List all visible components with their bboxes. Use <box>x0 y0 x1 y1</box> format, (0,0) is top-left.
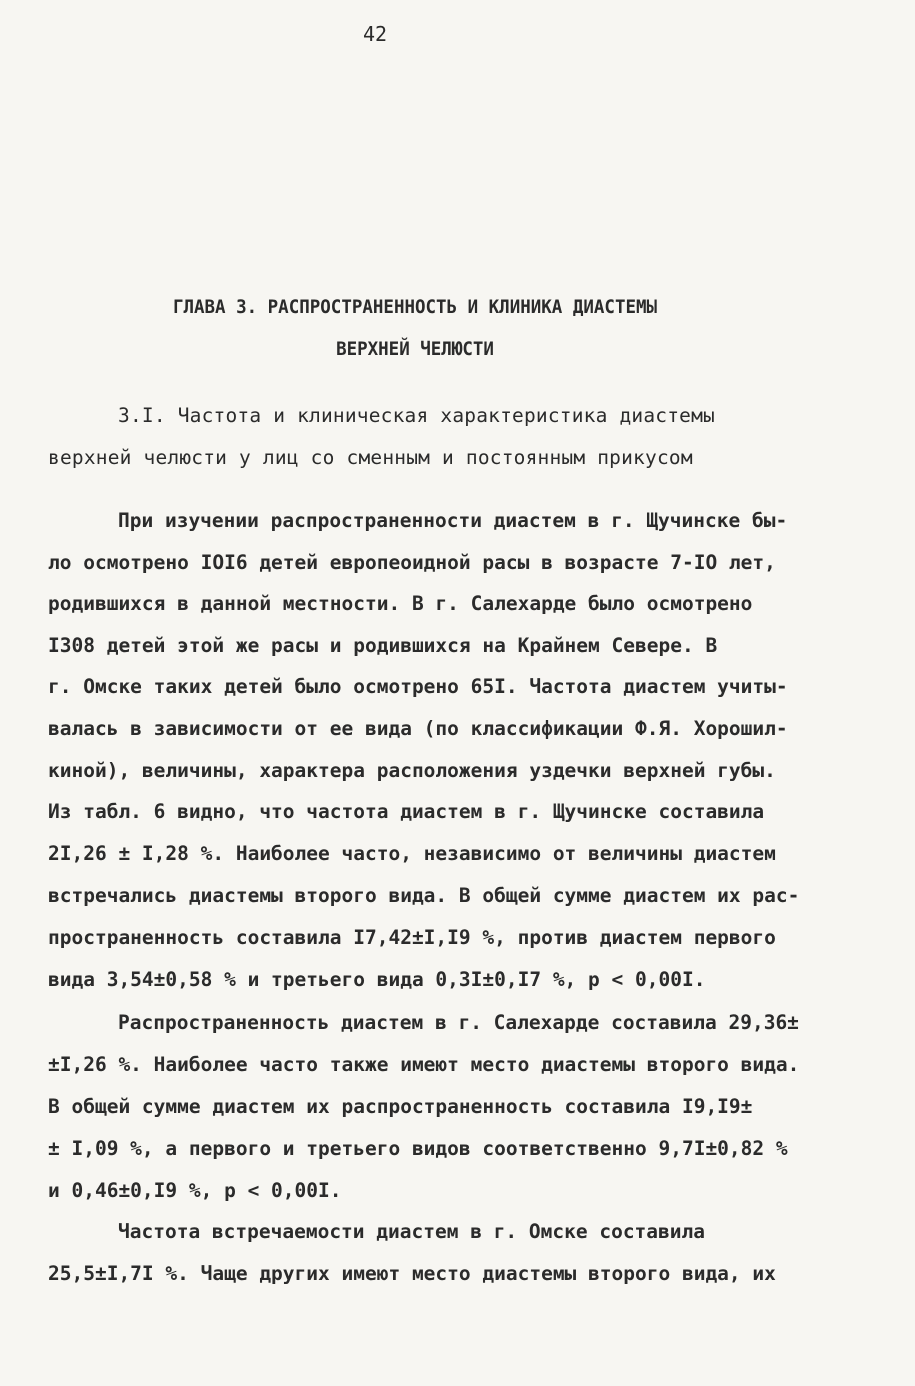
paragraph-2-line: В общей сумме диастем их распространенность составила I9,I9± <box>48 1095 753 1118</box>
paragraph-2-line: Распространенность диастем в г. Салехарде составила 29,36± <box>118 1011 799 1034</box>
paragraph-1-line: 2I,26 ± I,28 %. Наиболее часто, независимо от величины диастем <box>48 842 776 865</box>
paragraph-1-line: При изучении распространенности диастем в г. Щучинске бы- <box>118 509 788 532</box>
paragraph-1-line: вида 3,54±0,58 % и третьего вида 0,3I±0,I7 %, р < 0,00I. <box>48 968 706 991</box>
paragraph-3-line: Частота встречаемости диастем в г. Омске составила <box>118 1220 705 1243</box>
paragraph-1-line: встречались диастемы второго вида. В общей сумме диастем их рас- <box>48 884 800 907</box>
paragraph-2-line: ± I,09 %, а первого и третьего видов соответственно 9,7I±0,82 % <box>48 1137 788 1160</box>
paragraph-1-line: Из табл. 6 видно, что частота диастем в г. Щучинске составила <box>48 800 765 823</box>
paragraph-2-line: и 0,46±0,I9 %, р < 0,00I. <box>48 1179 342 1202</box>
chapter-title-line-1: ГЛАВА 3. РАСПРОСТРАНЕННОСТЬ И КЛИНИКА ДИАСТЕМЫ <box>172 296 658 318</box>
paragraph-2-line: ±I,26 %. Наиболее часто также имеют место диастемы второго вида. <box>48 1053 800 1076</box>
paragraph-1-line: ло осмотрено IOI6 детей европеоидной расы в возрасте 7-IO лет, <box>48 551 776 574</box>
paragraph-1-line: родившихся в данной местности. В г. Салехарде было осмотрено <box>48 592 753 615</box>
page-number: 42 <box>362 22 388 46</box>
section-title-line-1: 3.I. Частота и клиническая характеристика диастемы <box>118 404 715 427</box>
paragraph-1-line: г. Омске таких детей было осмотрено 65I. Частота диастем учиты- <box>48 675 788 698</box>
paragraph-1-line: пространенность составила I7,42±I,I9 %, против диастем первого <box>48 926 776 949</box>
paragraph-1-line: валась в зависимости от ее вида (по классификации Ф.Я. Хорошил- <box>48 717 788 740</box>
chapter-title-line-2: ВЕРХНЕЙ ЧЕЛЮСТИ <box>336 338 494 360</box>
paragraph-1-line: киной), величины, характера расположения уздечки верхней губы. <box>48 759 776 782</box>
section-title-line-2: верхней челюсти у лиц со сменным и постоянным прикусом <box>48 446 693 469</box>
paragraph-3-line: 25,5±I,7I %. Чаще других имеют место диастемы второго вида, их <box>48 1262 776 1285</box>
paragraph-1-line: I308 детей этой же расы и родившихся на Крайнем Севере. В <box>48 634 718 657</box>
